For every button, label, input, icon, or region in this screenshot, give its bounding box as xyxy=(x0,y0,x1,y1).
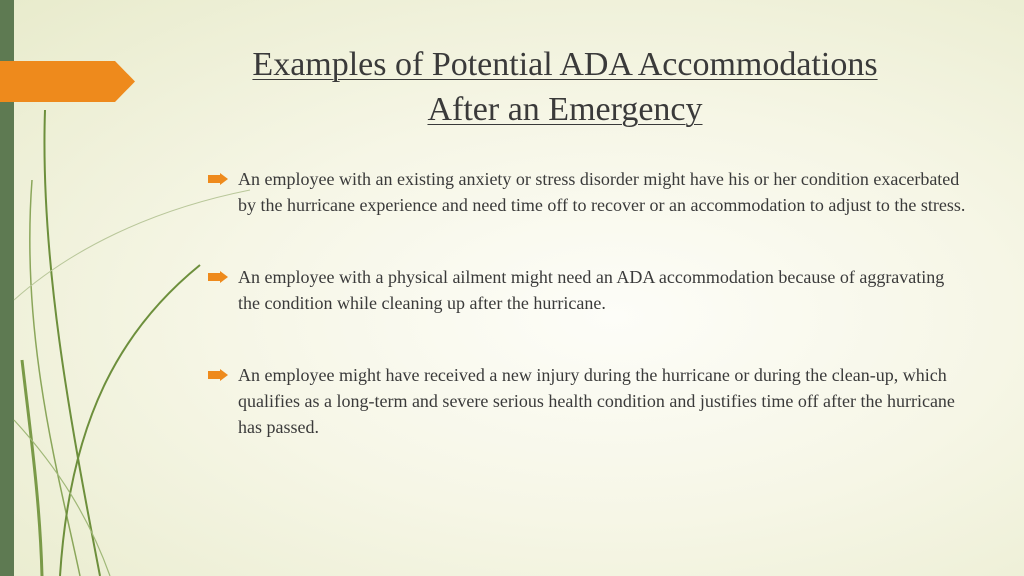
slide-title-line-2: After an Emergency xyxy=(427,91,703,128)
bullet-text: An employee with a physical ailment might need an ADA accommodation because of aggravating the condition while cleaning up after the hurricane. xyxy=(238,267,945,313)
bullet-text: An employee might have received a new injury during the hurricane or during the clean-up, which qualifies as a long-term and severe serious health condition and justifies time off after the hurricane has passed. xyxy=(238,365,955,437)
bullet-list xyxy=(208,166,968,440)
slide-title xyxy=(180,42,950,132)
slide-title-line-1: Examples of Potential ADA Accommodations xyxy=(252,46,878,83)
arrow-bullet-icon xyxy=(208,369,228,381)
bullet-item xyxy=(208,362,968,440)
bullet-text: An employee with an existing anxiety or stress disorder might have his or her condition exacerbated by the hurricane experience and need time off to recover or an accommodation to adjust to the stress. xyxy=(238,169,966,215)
arrow-bullet-icon xyxy=(208,271,228,283)
bullet-item xyxy=(208,264,968,316)
bullet-item xyxy=(208,166,968,218)
arrow-bullet-icon xyxy=(208,173,228,185)
orange-title-tab xyxy=(0,61,135,102)
